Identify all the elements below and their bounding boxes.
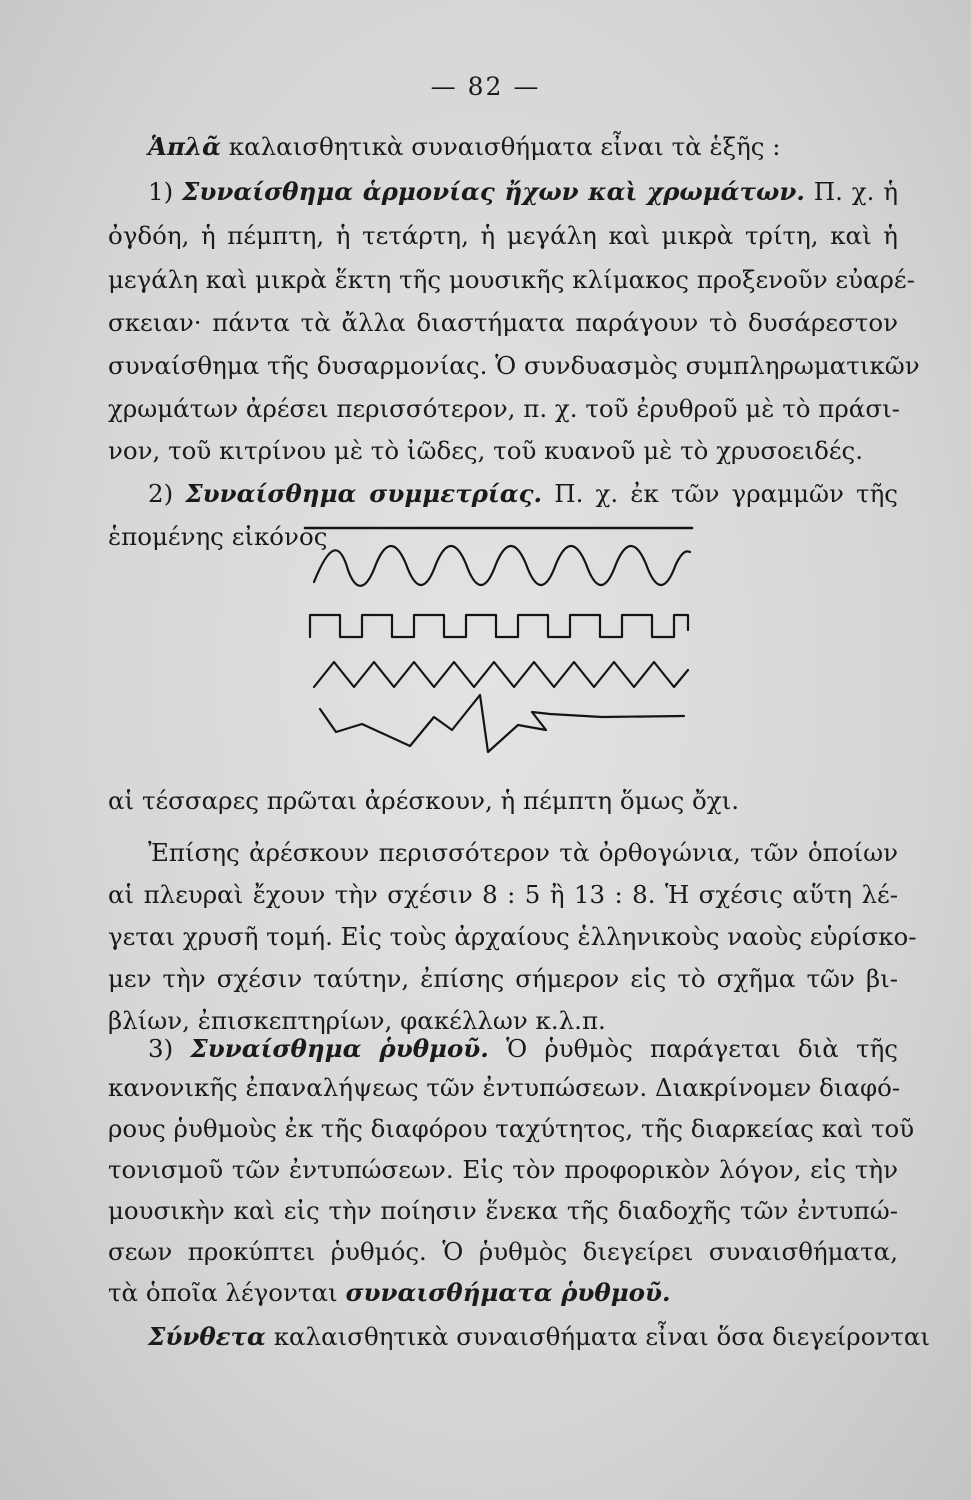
item2-text: Π. χ. ἐκ τῶν γραμμῶν τῆς <box>542 479 898 508</box>
para-line: γεται χρυσῆ τομή. Εἰς τοὺς ἀρχαίους ἑλληνικοὺς ναοὺς εὑρίσκο- <box>108 922 917 951</box>
intro-line <box>148 130 781 164</box>
item3-number: 3) <box>148 1034 191 1063</box>
item3-heading <box>148 1032 898 1066</box>
final-line <box>148 1320 931 1354</box>
para-line: Ἐπίσης ἀρέσκουν περισσότερον τὰ ὀρθογώνια, τῶν ὁποίων <box>148 838 898 867</box>
symmetry-lines-figure <box>300 512 710 757</box>
item1-text: Π. χ. ἡ <box>804 177 898 206</box>
item1-number: 1) <box>148 177 183 206</box>
item2-title: Συναίσθημα συμμετρίας. <box>185 479 543 508</box>
intro-text: καλαισθητικὰ συναισθήματα εἶναι τὰ ἑξῆς : <box>220 132 781 161</box>
item3-text: Ὁ ῥυθμὸς παράγεται διὰ τῆς <box>488 1034 899 1063</box>
figure-caption: αἱ τέσσαρες πρῶται ἀρέσκουν, ἡ πέμπτη ὅμως ὄχι. <box>108 786 740 815</box>
item1-heading <box>148 175 898 209</box>
item3-last-line <box>108 1276 671 1310</box>
para-last-line: βλίων, ἐπισκεπτηρίων, φακέλλων κ.λ.π. <box>108 1006 606 1035</box>
item1-line: χρωμάτων ἀρέσει περισσότερον, π. χ. τοῦ ἐρυθροῦ μὲ τὸ πράσι- <box>108 394 900 423</box>
item3-line: τονισμοῦ τῶν ἐντυπώσεων. Εἰς τὸν προφορικὸν λόγον, εἰς τὴν <box>108 1155 898 1184</box>
item3-last-text: τὰ ὁποῖα λέγονται <box>108 1278 346 1307</box>
square-wave-line <box>310 615 688 637</box>
item1-last-line: νον, τοῦ κιτρίνου μὲ τὸ ἰῶδες, τοῦ κυανοῦ μὲ τὸ χρυσοειδές. <box>108 436 864 465</box>
intro-lead: Ἁπλᾶ <box>148 132 221 161</box>
wavy-line <box>314 546 690 586</box>
para-line: μεν τὴν σχέσιν ταύτην, ἐπίσης σήμερον εἰς τὸ σχῆμα τῶν βι- <box>108 964 898 993</box>
item2-number: 2) <box>148 479 186 508</box>
item3-line: κανονικῆς ἐπαναλήψεως τῶν ἐντυπώσεων. Διακρίνομεν διαφό- <box>108 1073 901 1102</box>
item3-last-emphasis: συναισθήματα ῥυθμοῦ. <box>345 1278 671 1307</box>
item1-line: ὀγδόη, ἡ πέμπτη, ἡ τετάρτη, ἡ μεγάλη καὶ μικρὰ τρίτη, καὶ ἡ <box>108 221 898 250</box>
item2-heading <box>148 477 898 511</box>
final-text: καλαισθητικὰ συναισθήματα εἶναι ὅσα διεγείρονται <box>265 1322 931 1351</box>
item1-line: μεγάλη καὶ μικρὰ ἕκτη τῆς μουσικῆς κλίμακος προξενοῦν εὐαρέ- <box>108 265 915 294</box>
page-number: — 82 — <box>430 72 541 101</box>
item1-line: σκειαν· πάντα τὰ ἄλλα διαστήματα παράγουν τὸ δυσάρεστον <box>108 308 898 337</box>
zigzag-line <box>314 662 688 687</box>
para-line: αἱ πλευραὶ ἔχουν τὴν σχέσιν 8 : 5 ἢ 13 : 8. Ἡ σχέσις αὕτη λέ- <box>108 880 898 909</box>
irregular-line <box>320 695 684 752</box>
item3-line: ρους ῥυθμοὺς ἐκ τῆς διαφόρου ταχύτητος, τῆς διαρκείας καὶ τοῦ <box>108 1114 915 1143</box>
item1-line: συναίσθημα τῆς δυσαρμονίας. Ὁ συνδυασμὸς συμπληρωματικῶν <box>108 351 920 380</box>
item1-title: Συναίσθημα ἁρμονίας ἤχων καὶ χρωμάτων. <box>182 177 805 206</box>
item3-line: σεων προκύπτει ῥυθμός. Ὁ ῥυθμὸς διεγείρει συναισθήματα, <box>108 1237 898 1266</box>
item3-line: μουσικὴν καὶ εἰς τὴν ποίησιν ἕνεκα τῆς διαδοχῆς τῶν ἐντυπώ- <box>108 1196 898 1225</box>
item2-last-line: ἑπομένης εἰκόνος <box>108 522 328 551</box>
item3-title: Συναίσθημα ῥυθμοῦ. <box>190 1034 489 1063</box>
final-lead: Σύνθετα <box>148 1322 266 1351</box>
